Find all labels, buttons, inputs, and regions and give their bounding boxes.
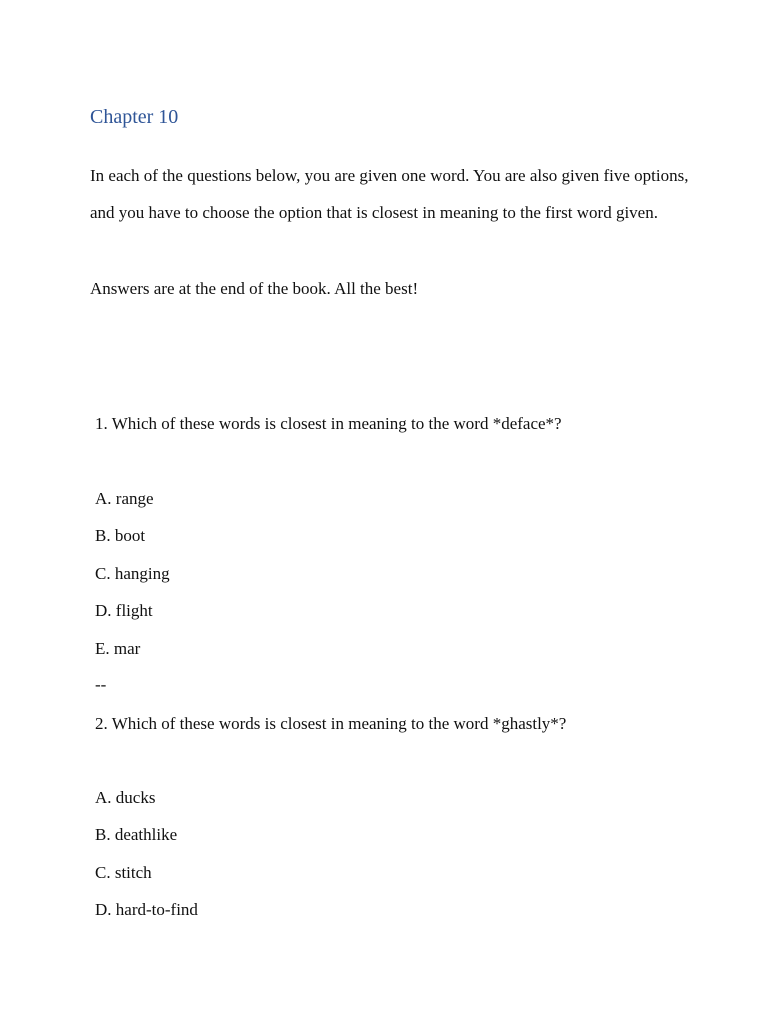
- chapter-title: Chapter 10: [90, 106, 179, 128]
- answers-note: Answers are at the end of the book. All the best!: [90, 279, 419, 298]
- question-2: 2. Which of these words is closest in meaning to the word *ghastly*?: [95, 714, 567, 733]
- intro-paragraph: In each of the questions below, you are given one word. You are also given five options, and you have to choose the option that is closest in meaning to the first word given.: [90, 166, 689, 222]
- option-item: A. ducks: [95, 788, 156, 807]
- question-1-options: [95, 487, 170, 674]
- question-2-options: [95, 786, 198, 936]
- option-item: A. range: [95, 489, 154, 508]
- option-item: C. hanging: [95, 563, 170, 583]
- option-item: D. hard-to-find: [95, 900, 198, 920]
- option-item: D. flight: [95, 601, 153, 621]
- option-item: B. boot: [95, 526, 146, 546]
- option-item: B. deathlike: [95, 825, 178, 845]
- option-item: E. mar: [95, 638, 141, 658]
- question-1: 1. Which of these words is closest in meaning to the word *deface*?: [95, 414, 562, 433]
- question-separator: --: [95, 675, 107, 694]
- option-item: C. stitch: [95, 862, 152, 882]
